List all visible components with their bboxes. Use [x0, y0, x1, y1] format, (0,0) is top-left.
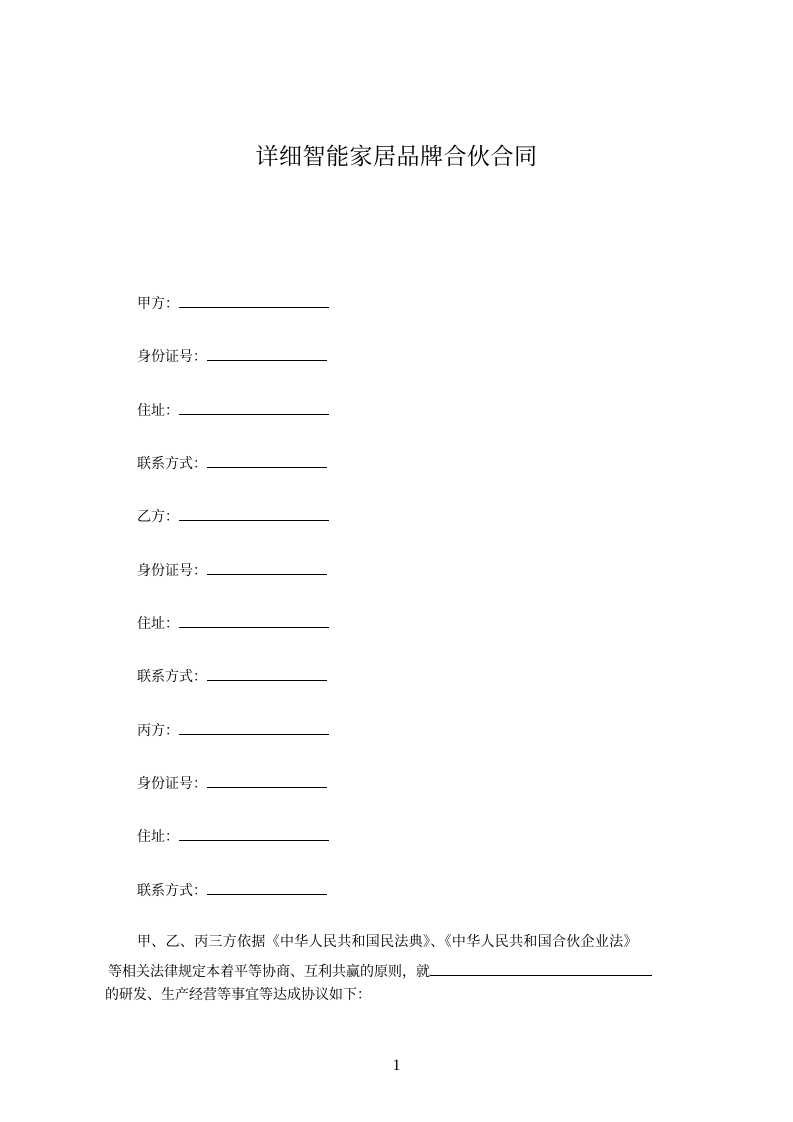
field-label: 身份证号：: [137, 349, 207, 365]
fill-in-blank: [207, 879, 327, 895]
document-title: 详细智能家居品牌合伙合同: [255, 144, 538, 170]
field-label: 住址：: [137, 829, 179, 845]
page-number: 1: [392, 1057, 401, 1074]
agreement-paragraph-line-3: 的研发、生产经营等事宜等达成协议如下：: [105, 987, 371, 1003]
party-a-id-field: [137, 345, 327, 366]
party-c-name-field: [137, 719, 329, 740]
party-c-address-field: [137, 825, 329, 846]
party-a-address-field: [137, 399, 329, 420]
paragraph-text: 等相关法律规定本着平等协商、互利共赢的原则，就: [108, 964, 430, 980]
field-label: 身份证号：: [137, 563, 207, 579]
field-label: 乙方：: [137, 509, 179, 525]
fill-in-blank: [179, 292, 329, 308]
fill-in-blank: [179, 719, 329, 735]
party-b-name-field: [137, 505, 329, 526]
field-label: 住址：: [137, 616, 179, 632]
fill-in-blank: [207, 559, 327, 575]
fill-in-blank: [207, 345, 327, 361]
field-label: 联系方式：: [137, 883, 207, 899]
field-label: 丙方：: [137, 723, 179, 739]
party-c-contact-field: [137, 879, 327, 900]
fill-in-blank: [207, 772, 327, 788]
field-label: 联系方式：: [137, 669, 207, 685]
party-b-contact-field: [137, 665, 327, 686]
party-b-address-field: [137, 612, 329, 633]
fill-in-blank: [430, 960, 652, 976]
field-label: 身份证号：: [137, 776, 207, 792]
field-label: 联系方式：: [137, 456, 207, 472]
field-label: 甲方：: [137, 296, 179, 312]
fill-in-blank: [207, 452, 327, 468]
fill-in-blank: [207, 665, 327, 681]
agreement-paragraph-line-2: [108, 960, 652, 981]
party-a-contact-field: [137, 452, 327, 473]
party-c-id-field: [137, 772, 327, 793]
fill-in-blank: [179, 399, 329, 415]
fill-in-blank: [179, 825, 329, 841]
party-a-name-field: [137, 292, 329, 313]
field-label: 住址：: [137, 403, 179, 419]
fill-in-blank: [179, 612, 329, 628]
agreement-paragraph-line-1: 甲、乙、丙三方依据《中华人民共和国民法典》、《中华人民共和国合伙企业法》: [137, 934, 638, 950]
party-b-id-field: [137, 559, 327, 580]
fill-in-blank: [179, 505, 329, 521]
